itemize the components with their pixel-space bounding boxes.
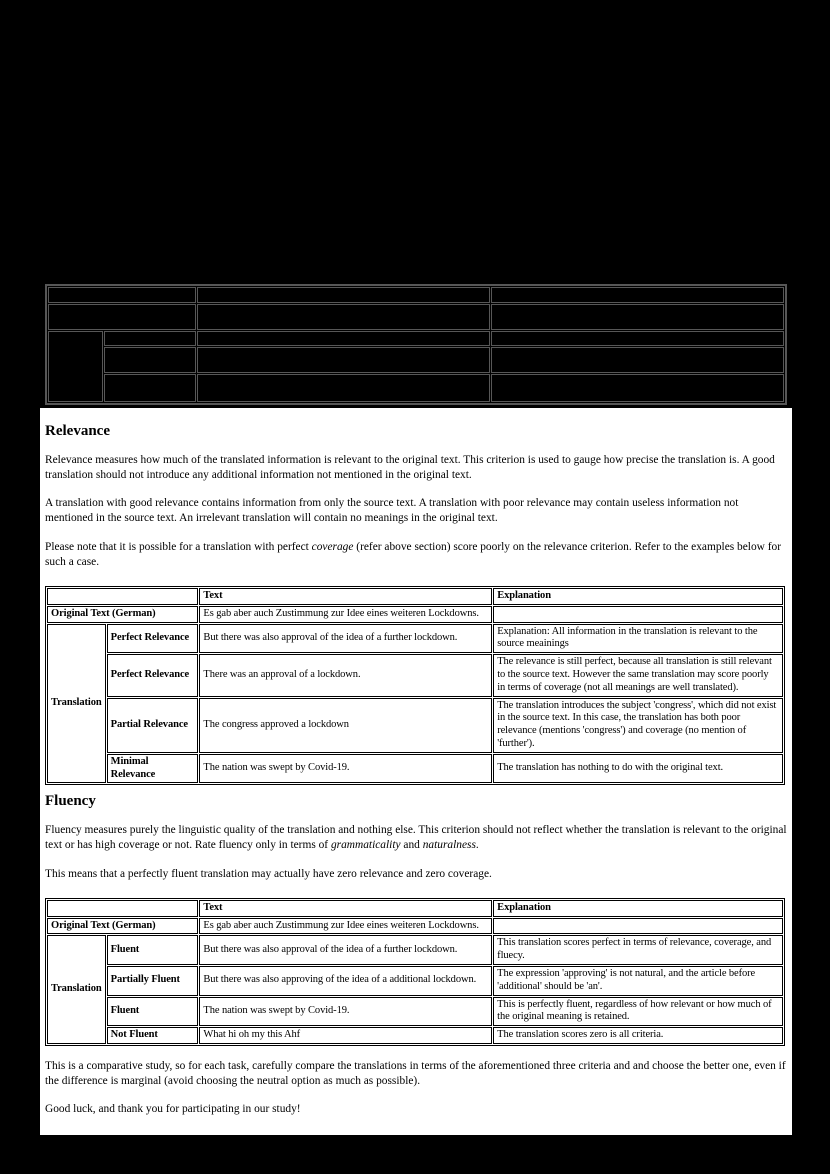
explanation-text: The translation has nothing to do with the original text.: [493, 754, 783, 784]
translation-label-cell: Translation: [47, 935, 106, 1044]
explanation-text: The translation scores zero is all criteria.: [493, 1027, 783, 1044]
translation-text: The congress approved a lockdown: [199, 698, 492, 753]
relevance-paragraph-3: [45, 540, 787, 570]
translation-text: What hi oh my this Ahf: [199, 1027, 492, 1044]
explanation-text: The translation introduces the subject 'congress', which did not exist in the source text. In this case, the translation has both poor relevance (mentions 'congress') and coverage (no mention of 'further').: [493, 698, 783, 753]
rating-label: Perfect Relevance: [107, 654, 199, 696]
good-luck-note: Good luck, and thank you for participating in our study!: [45, 1103, 301, 1116]
fluency-paragraph-1-post: .: [475, 839, 479, 852]
relevance-paragraph-2: A translation with good relevance contains information from only the source text. A translation with poor relevance may contain useless information not mentioned in the source text. An irrelevant translation will contain no meanings in the original text.: [45, 497, 739, 525]
column-header-explanation: Explanation: [493, 900, 783, 917]
dark-table-cell: [197, 331, 490, 346]
dark-table-cell: [104, 347, 197, 373]
translation-text: The nation was swept by Covid-19.: [199, 997, 492, 1027]
fluency-heading: Fluency: [45, 793, 96, 810]
original-text-label: Original Text (German): [47, 606, 198, 623]
column-header-explanation: Explanation: [493, 588, 783, 605]
dark-table-cell: [197, 374, 490, 402]
explanation-text: The relevance is still perfect, because all translation is still relevant to the source text. However the same translation may score poorly in terms of coverage (not all meanings are well translated).: [493, 654, 783, 696]
column-header-text: Text: [199, 588, 492, 605]
dark-table-cell: [491, 287, 784, 303]
original-text-explanation-cell: [493, 606, 783, 623]
original-text-label: Original Text (German): [47, 918, 198, 935]
dark-table-cell: [491, 347, 784, 373]
rating-label: Perfect Relevance: [107, 624, 199, 654]
table-row: [47, 1027, 783, 1044]
dark-table-cell: [48, 287, 196, 303]
original-text-row: [47, 606, 783, 623]
dark-table-row: [48, 347, 784, 373]
fluency-examples-table: [45, 898, 785, 1046]
explanation-text: This translation scores perfect in terms of relevance, coverage, and fluecy.: [493, 935, 783, 965]
table-row: [47, 966, 783, 996]
rating-label: Minimal Relevance: [107, 754, 199, 784]
translation-text: But there was also approval of the idea of a further lockdown.: [199, 624, 492, 654]
original-text-cell: Es gab aber auch Zustimmung zur Idee eines weiteren Lockdowns.: [199, 606, 492, 623]
table-row: [47, 654, 783, 696]
explanation-text: Explanation: All information in the translation is relevant to the source meainings: [493, 624, 783, 654]
rating-label: Fluent: [107, 997, 199, 1027]
fluency-paragraph-1-mid: and: [400, 839, 423, 852]
header-empty-cell: [47, 900, 198, 917]
translation-label-cell: Translation: [47, 624, 106, 784]
dark-table-cell: [197, 347, 490, 373]
rating-label: Partially Fluent: [107, 966, 199, 996]
fluency-paragraph-1-pre: Fluency measures purely the linguistic quality of the translation and nothing else. This criterion should not reflect whether the translation is relevant to the original text or has high coverage or not. Rate fluency only in terms of: [45, 824, 787, 852]
original-text-explanation-cell: [493, 918, 783, 935]
naturalness-italic: naturalness: [422, 839, 476, 852]
dark-table-cell: [491, 331, 784, 346]
relevance-paragraph-1: Relevance measures how much of the translated information is relevant to the original text. This criterion is used to gauge how precise the translation is. A good translation should not introduce any additional information not mentioned in the original text.: [45, 454, 775, 482]
translation-text: There was an approval of a lockdown.: [199, 654, 492, 696]
comparative-study-note: This is a comparative study, so for each task, carefully compare the translations in terms of the aforementioned three criteria and and choose the better one, even if the difference is marginal (avoid choosing the neutral option as much as possible).: [45, 1059, 786, 1088]
dark-table-cell: [48, 304, 196, 330]
table-row: [47, 624, 783, 654]
relevance-paragraph-3-post: (refer above section) score poorly on the relevance criterion. Refer to the examples below for such a case.: [45, 540, 782, 568]
dark-table-cell: [197, 304, 490, 330]
dark-table-row: [48, 374, 784, 402]
column-header-text: Text: [199, 900, 492, 917]
explanation-text: The expression 'approving' is not natural, and the article before 'additional' should be 'an'.: [493, 966, 783, 996]
dark-table-cell: [197, 287, 490, 303]
dark-table-cell: [104, 331, 197, 346]
rating-label: Not Fluent: [107, 1027, 199, 1044]
grammaticality-italic: grammaticality: [330, 839, 401, 852]
rating-label: Fluent: [107, 935, 199, 965]
header-empty-cell: [47, 588, 198, 605]
table-row: [47, 935, 783, 965]
fluency-paragraph-2: This means that a perfectly fluent translation may actually have zero relevance and zero coverage.: [45, 867, 492, 880]
dark-table-cell: [104, 374, 197, 402]
dark-table-cell: [48, 331, 103, 402]
dark-table-row: [48, 287, 784, 303]
top-dark-table: [45, 284, 787, 405]
instructions-sheet: [40, 408, 792, 1135]
table-header-row: [47, 588, 783, 605]
dark-table-cell: [491, 374, 784, 402]
original-text-row: [47, 918, 783, 935]
relevance-examples-table: [45, 586, 785, 785]
table-row: [47, 754, 783, 784]
translation-text: The nation was swept by Covid-19.: [199, 754, 492, 784]
rating-label: Partial Relevance: [107, 698, 199, 753]
original-text-cell: Es gab aber auch Zustimmung zur Idee eines weiteren Lockdowns.: [199, 918, 492, 935]
translation-text: But there was also approval of the idea of a further lockdown.: [199, 935, 492, 965]
dark-table-row: [48, 331, 784, 346]
dark-table-cell: [491, 304, 784, 330]
coverage-italic: coverage: [311, 540, 354, 553]
table-row: [47, 997, 783, 1027]
table-row: [47, 698, 783, 753]
relevance-paragraph-3-pre: Please note that it is possible for a translation with perfect: [45, 540, 312, 553]
fluency-paragraph-1: [45, 823, 787, 853]
explanation-text: This is perfectly fluent, regardless of how relevant or how much of the original meaning is retained.: [493, 997, 783, 1027]
relevance-heading: Relevance: [45, 423, 110, 439]
translation-text: But there was also approving of the idea of a additional lockdown.: [199, 966, 492, 996]
dark-table-row: [48, 304, 784, 330]
table-header-row: [47, 900, 783, 917]
